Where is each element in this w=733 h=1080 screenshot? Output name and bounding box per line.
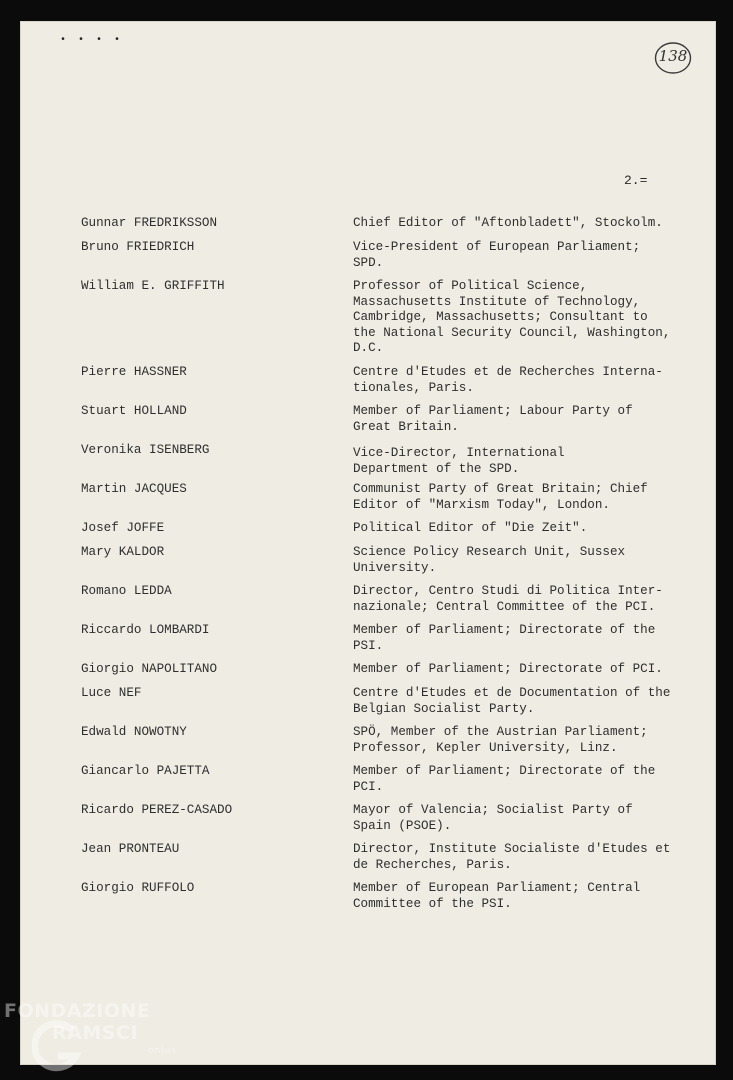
folio-number: 138 (658, 47, 688, 65)
participant-role: Director, Centro Studi di Politica Inter- nazionale; Central Committee of the PCI. (353, 584, 663, 614)
participant-role: Member of Parliament; Directorate of PCI. (353, 662, 663, 676)
participant-role: Member of European Parliament; Central Committee of the PSI. (353, 881, 641, 911)
participant-name: Giorgio RUFFOLO (81, 881, 195, 895)
participant-role: Director, Institute Socialiste d'Etudes et de Recherches, Paris. (353, 842, 671, 872)
participant-name: Stuart HOLLAND (81, 404, 187, 418)
participant-name: William E. GRIFFITH (81, 279, 225, 293)
participant-name: Luce NEF (81, 686, 142, 700)
participant-name: Ricardo PEREZ-CASADO (81, 803, 233, 817)
participant-role: Science Policy Research Unit, Sussex University. (353, 545, 626, 575)
document-page (20, 21, 716, 1065)
participant-role: Member of Parliament; Directorate of the PSI. (353, 623, 656, 653)
participant-name: Romano LEDDA (81, 584, 172, 598)
corner-marks: • • • • (60, 35, 124, 46)
participant-name: Veronika ISENBERG (81, 443, 210, 457)
participant-role: Mayor of Valencia; Socialist Party of Spain (PSOE). (353, 803, 633, 833)
participant-role: Member of Parliament; Labour Party of Great Britain. (353, 404, 633, 434)
watermark-line2: RAMSCI (52, 1022, 138, 1044)
participant-role: Centre d'Etudes et de Recherches Interna- tionales, Paris. (353, 365, 663, 395)
participant-name: Martin JACQUES (81, 482, 187, 496)
participant-role: Professor of Political Science, Massachusetts Institute of Technology, Cambridge, Massachusetts; Consultant to the National Security Council, Washington, D.C. (353, 279, 671, 356)
participant-name: Bruno FRIEDRICH (81, 240, 195, 254)
participant-name: Mary KALDOR (81, 545, 165, 559)
participant-name: Riccardo LOMBARDI (81, 623, 210, 637)
participant-name: Giorgio NAPOLITANO (81, 662, 218, 676)
participant-role: Vice-President of European Parliament; SPD. (353, 240, 641, 270)
participant-name: Edwald NOWOTNY (81, 725, 187, 739)
participant-name: Josef JOFFE (81, 521, 165, 535)
folio-stamp (654, 41, 692, 75)
participant-role: Chief Editor of "Aftonbladett", Stockolm. (353, 216, 663, 230)
page-number: 2.= (624, 173, 648, 188)
watermark-line3: onlus (148, 1046, 178, 1056)
participant-role: Centre d'Etudes et de Documentation of the Belgian Socialist Party. (353, 686, 671, 716)
participant-role: Political Editor of "Die Zeit". (353, 521, 588, 535)
participant-name: Gunnar FREDRIKSSON (81, 216, 218, 230)
participant-name: Jean PRONTEAU (81, 842, 180, 856)
participant-role: Communist Party of Great Britain; Chief Editor of "Marxism Today", London. (353, 482, 648, 512)
fondazione-gramsci-watermark (4, 1000, 194, 1076)
participant-name: Pierre HASSNER (81, 365, 187, 379)
participant-role: SPÖ, Member of the Austrian Parliament; Professor, Kepler University, Linz. (353, 725, 648, 755)
participant-role: Vice-Director, International Department of the SPD. (353, 446, 565, 476)
participant-name: Giancarlo PAJETTA (81, 764, 210, 778)
watermark-line1: FONDAZIONE (4, 1000, 151, 1022)
participant-role: Member of Parliament; Directorate of the PCI. (353, 764, 656, 794)
